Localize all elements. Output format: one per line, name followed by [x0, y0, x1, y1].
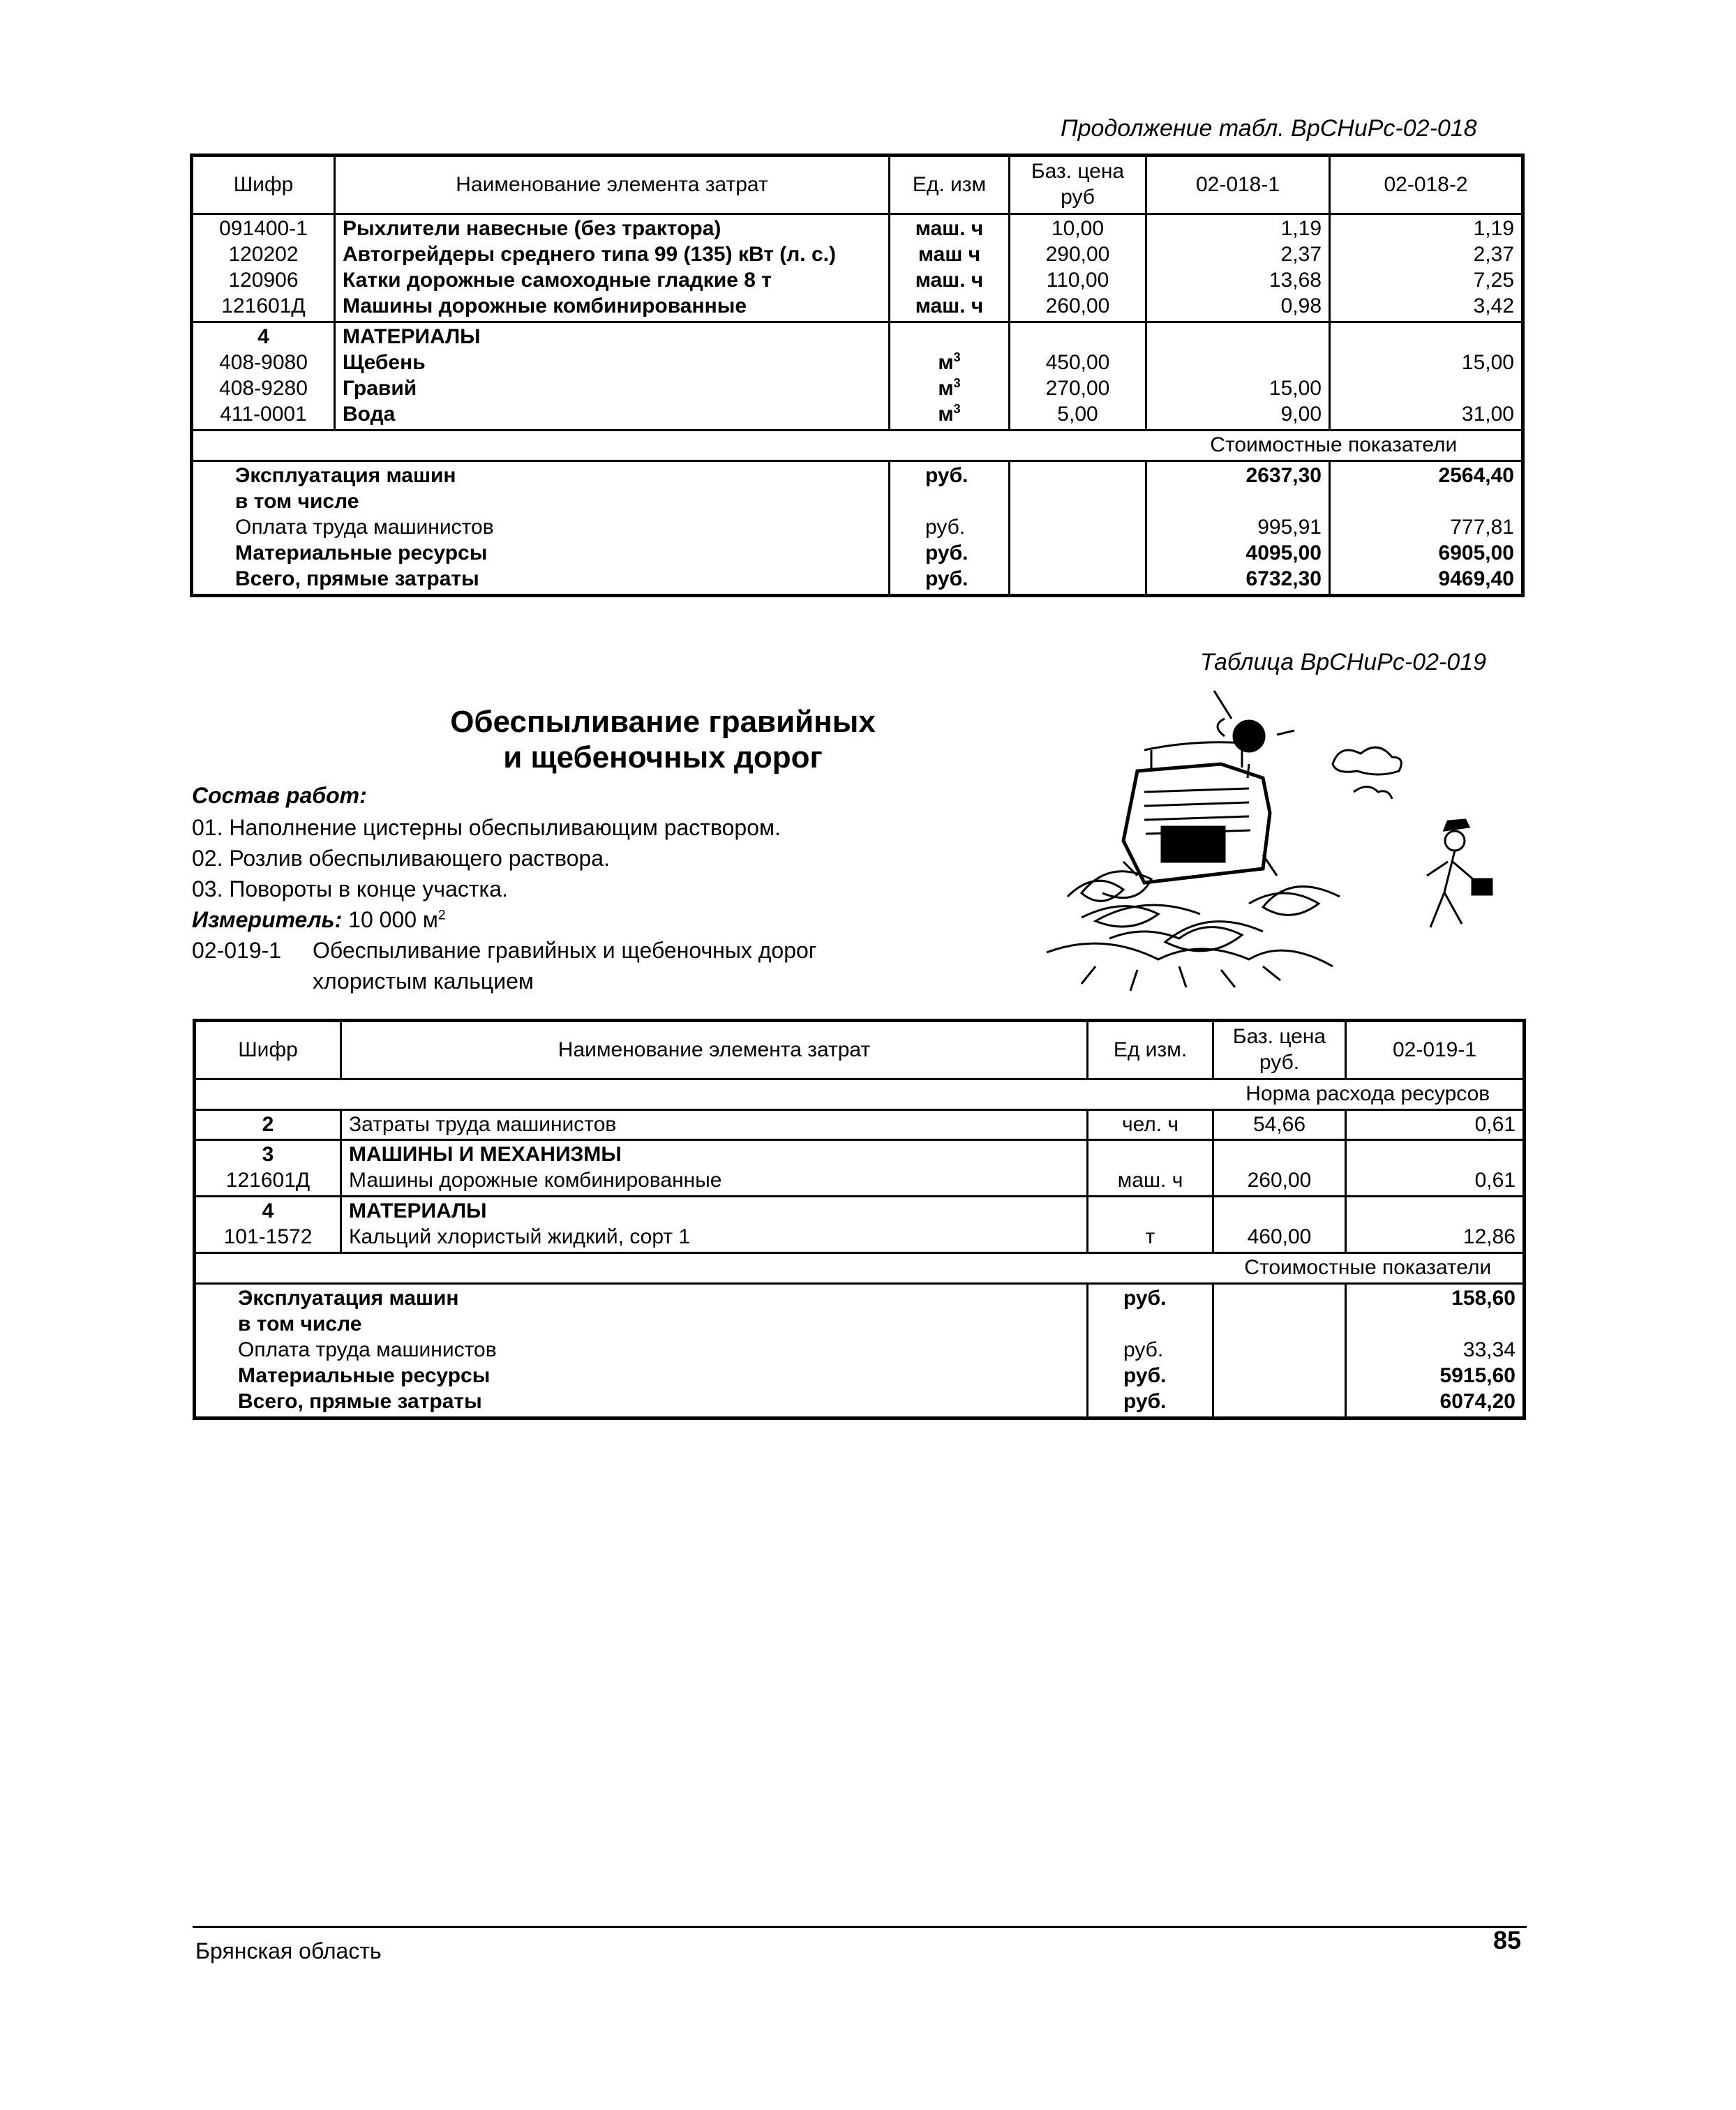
machine-price: 260,00 [1045, 294, 1110, 317]
header-price: Баз. цена руб [1010, 156, 1146, 214]
header-unit: Ед изм. [1088, 1021, 1213, 1079]
machine-unit: маш. ч [915, 294, 984, 317]
cost-value: 33,34 [1462, 1338, 1516, 1361]
machine-value-2: 1,19 [1473, 217, 1514, 240]
cost-value-2: 777,81 [1450, 515, 1514, 539]
machine-unit: маш ч [918, 243, 981, 266]
machine-value-1: 2,37 [1280, 243, 1322, 266]
labor-name: Затраты труда машинистов [341, 1109, 1088, 1140]
machine-unit: маш. ч [1117, 1169, 1183, 1192]
machine-price: 110,00 [1046, 269, 1109, 292]
materials-block [195, 1197, 1525, 1253]
cost-unit: руб. [1123, 1286, 1167, 1310]
machine-name: Машины дорожные комбинированные [349, 1169, 722, 1192]
page-number: 85 [1493, 1926, 1522, 1954]
material-price: 270,00 [1045, 377, 1110, 400]
materials-group-name: МАТЕРИАЛЫ [349, 1199, 487, 1223]
cost-value-1 [1154, 489, 1322, 515]
header-col-1: 02-019-1 [1346, 1021, 1525, 1079]
machine-price: 260,00 [1247, 1169, 1312, 1192]
table-02-018 [190, 154, 1525, 597]
header-unit: Ед. изм [890, 156, 1010, 214]
material-value-2 [1338, 376, 1514, 402]
machine-value-2: 3,42 [1473, 294, 1514, 317]
header-col-1: 02-018-1 [1146, 156, 1330, 214]
item-description: Обеспыливание гравийных и щебеночных дорог [313, 938, 817, 963]
table1-caption: Продолжение табл. ВрСНиРс-02-018 [1061, 115, 1477, 142]
machine-unit: маш. ч [915, 269, 984, 292]
cost-value-1: 2637,30 [1245, 463, 1322, 487]
material-price: 460,00 [1247, 1225, 1312, 1249]
machines-group-code: 3 [262, 1143, 274, 1167]
cost-value-2 [1338, 489, 1514, 515]
machine-name: Рыхлители навесные (без трактора) [343, 217, 721, 240]
machine-price: 290,00 [1045, 243, 1110, 266]
costs-block [195, 1283, 1525, 1418]
cost-value: 6074,20 [1439, 1389, 1516, 1413]
materials-group-code: 4 [262, 1199, 274, 1223]
labor-price: 54,66 [1213, 1109, 1346, 1140]
labor-value: 0,61 [1346, 1109, 1525, 1140]
item-code: 02-019-1 [192, 938, 282, 963]
header-price: Баз. цена руб. [1213, 1021, 1346, 1079]
machine-name: Катки дорожные самоходные гладкие 8 т [343, 269, 772, 292]
cost-label: Всего, прямые затраты [235, 567, 479, 590]
materials-block [192, 322, 1523, 431]
header-code: Шифр [195, 1021, 341, 1079]
cost-indicators-header: Стоимостные показатели [1146, 431, 1523, 461]
footer-region: Брянская область [195, 1938, 382, 1963]
machine-code: 091400-1 [219, 217, 308, 240]
measure-label: Измеритель: [192, 907, 343, 932]
section-title: Обеспыливание гравийных и щебеночных дорог [450, 705, 876, 775]
material-unit: $м^3$ [938, 376, 961, 400]
material-value-1: 15,00 [1269, 377, 1322, 400]
machine-code: 120202 [228, 243, 299, 266]
material-unit: $м^3$ [938, 402, 961, 426]
cost-label: Материальные ресурсы [235, 541, 488, 564]
cost-indicators-header: Стоимостные показатели [1213, 1253, 1525, 1284]
labor-unit: чел. ч [1088, 1109, 1213, 1140]
cost-value [1354, 1312, 1516, 1338]
header-code: Шифр [192, 156, 335, 214]
machine-name: Машины дорожные комбинированные [343, 294, 747, 317]
machine-code: 120906 [228, 269, 299, 292]
cost-label: Эксплуатация машин [238, 1286, 459, 1310]
cost-unit: руб. [925, 515, 966, 539]
cost-value: 158,60 [1451, 1286, 1516, 1310]
cost-unit [925, 489, 1001, 515]
cost-unit: руб. [1123, 1338, 1164, 1361]
material-unit: $м^3$ [938, 350, 961, 374]
road-machine-illustration [1040, 687, 1514, 994]
materials-group-name: МАТЕРИАЛЫ [343, 325, 481, 348]
material-code: 411-0001 [220, 403, 307, 426]
material-value-1 [1154, 350, 1322, 376]
labor-code: 2 [195, 1109, 341, 1140]
work-item: 01. Наполнение цистерны обеспыливающим раствором. [192, 815, 781, 840]
cost-unit: руб. [925, 463, 968, 487]
material-value-2: 31,00 [1461, 403, 1514, 426]
machine-value-2: 2,37 [1473, 243, 1514, 266]
machine-value-1: 0,98 [1280, 294, 1322, 317]
cost-unit: руб. [1123, 1363, 1167, 1387]
work-item: 03. Повороты в конце участка. [192, 876, 508, 901]
header-name: Наименование элемента затрат [341, 1021, 1088, 1079]
machines-group-name: МАШИНЫ И МЕХАНИЗМЫ [349, 1143, 622, 1167]
material-code: 408-9080 [219, 351, 308, 374]
material-price: 450,00 [1045, 351, 1110, 374]
cost-value-1: 995,91 [1257, 515, 1322, 539]
cost-label: в том числе [238, 1312, 362, 1335]
cost-label: Материальные ресурсы [238, 1363, 491, 1387]
cost-unit: руб. [925, 541, 968, 564]
cost-unit: руб. [1123, 1389, 1167, 1413]
material-name: Вода [343, 403, 396, 426]
machines-block [195, 1140, 1525, 1197]
material-value-2: 15,00 [1461, 351, 1514, 374]
material-name: Кальций хлористый жидкий, сорт 1 [349, 1225, 691, 1249]
cost-value-2: 6905,00 [1438, 541, 1514, 564]
machine-value-1: 1,19 [1280, 217, 1322, 240]
machine-unit: маш. ч [915, 217, 984, 240]
material-value-1: 9,00 [1280, 403, 1322, 426]
machine-price: 10,00 [1051, 217, 1105, 240]
cost-label: Оплата труда машинистов [238, 1338, 497, 1361]
material-code: 101-1572 [223, 1225, 313, 1249]
item-description: хлористым кальцием [313, 968, 534, 994]
costs-block [192, 461, 1523, 595]
measure-line: Измеритель: 10 000 $м^2$ [192, 907, 446, 932]
machine-code: 121601Д [221, 294, 306, 317]
material-price: 5,00 [1057, 403, 1098, 426]
cost-value-1: 4095,00 [1245, 541, 1322, 564]
work-heading: Состав работ: [192, 783, 367, 808]
norm-header: Норма расхода ресурсов [1213, 1079, 1525, 1110]
cost-value-1: 6732,30 [1245, 567, 1322, 590]
work-item: 02. Розлив обеспыливающего раствора. [192, 846, 610, 871]
materials-group-code: 4 [257, 325, 269, 348]
material-name: Гравий [343, 377, 417, 400]
table-02-019 [193, 1019, 1526, 1420]
cost-value: 5915,60 [1439, 1363, 1516, 1387]
machine-value-1: 13,68 [1269, 269, 1322, 292]
cost-label: в том числе [235, 489, 359, 513]
machine-code: 121601Д [225, 1169, 310, 1192]
measure-value: 10 000 м [348, 907, 438, 932]
cost-unit [1123, 1312, 1205, 1338]
table2-caption: Таблица ВрСНиРс-02-019 [1200, 649, 1487, 675]
cost-value-2: 9469,40 [1438, 567, 1514, 590]
header-name: Наименование элемента затрат [335, 156, 890, 214]
labor-row [195, 1109, 1525, 1140]
cost-label: Эксплуатация машин [235, 463, 456, 487]
material-unit: т [1145, 1225, 1155, 1249]
header-col-2: 02-018-2 [1330, 156, 1523, 214]
machine-value-2: 7,25 [1473, 269, 1514, 292]
cost-label: Оплата труда машинистов [235, 515, 494, 539]
cost-label: Всего, прямые затраты [238, 1389, 482, 1413]
material-name: Щебень [343, 351, 426, 374]
cost-unit: руб. [925, 567, 968, 590]
material-value: 12,86 [1462, 1225, 1516, 1249]
machines-block [192, 214, 1523, 322]
machine-value: 0,61 [1474, 1169, 1516, 1192]
machine-name: Автогрейдеры среднего типа 99 (135) кВт (л. с.) [343, 243, 836, 266]
footer-rule [193, 1926, 1527, 1928]
cost-value-2: 2564,40 [1438, 463, 1514, 487]
material-code: 408-9280 [219, 377, 308, 400]
